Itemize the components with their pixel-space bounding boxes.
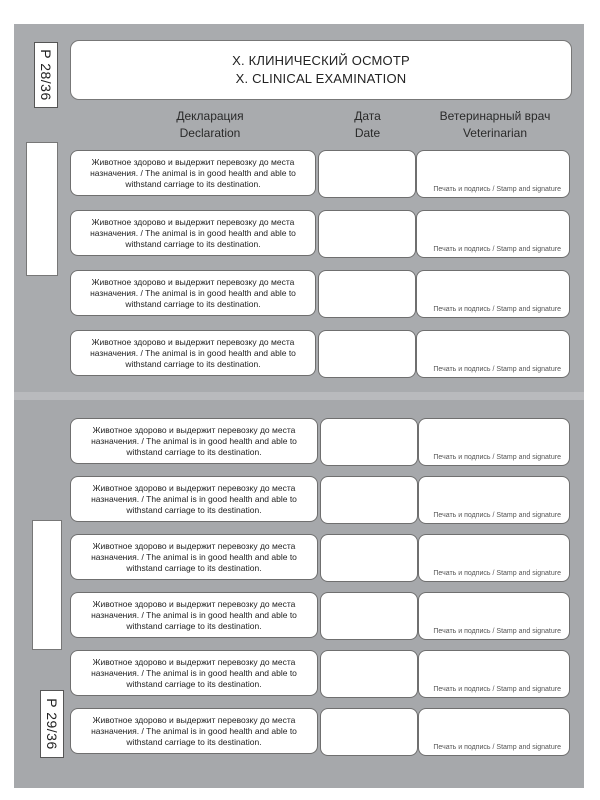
declaration-cell: Животное здорово и выдержит перевозку до места назначения. / The animal is in good health and able to withstand carriage to its destination. — [70, 708, 318, 754]
stamp-signature-label: Печать и подпись / Stamp and signature — [433, 454, 561, 461]
page-number-top: P 28/36 — [34, 42, 58, 108]
column-header-declaration: Декларация Declaration — [176, 109, 244, 140]
stamp-signature-field[interactable] — [416, 210, 570, 258]
declaration-cell: Животное здорово и выдержит перевозку до места назначения. / The animal is in good health and able to withstand carriage to its destination. — [70, 330, 316, 376]
column-header-date: Дата Date — [354, 109, 381, 140]
date-field[interactable] — [318, 330, 416, 378]
page-fold — [14, 392, 584, 400]
declaration-cell: Животное здорово и выдержит перевозку до места назначения. / The animal is in good health and able to withstand carriage to its destination. — [70, 650, 318, 696]
stamp-signature-label: Печать и подпись / Stamp and signature — [433, 570, 561, 577]
declaration-cell: Животное здорово и выдержит перевозку до места назначения. / The animal is in good health and able to withstand carriage to its destination. — [70, 150, 316, 196]
stamp-signature-label: Печать и подпись / Stamp and signature — [433, 512, 561, 519]
declaration-cell: Животное здорово и выдержит перевозку до места назначения. / The animal is in good health and able to withstand carriage to its destination. — [70, 476, 318, 522]
stamp-signature-field[interactable] — [418, 650, 570, 698]
stamp-signature-field[interactable] — [416, 330, 570, 378]
page-number-bottom: P 29/36 — [40, 690, 64, 758]
declaration-cell: Животное здорово и выдержит перевозку до места назначения. / The animal is in good health and able to withstand carriage to its destination. — [70, 210, 316, 256]
stamp-signature-label: Печать и подпись / Stamp and signature — [433, 186, 561, 193]
declaration-cell: Животное здорово и выдержит перевозку до места назначения. / The animal is in good health and able to withstand carriage to its destination. — [70, 270, 316, 316]
date-field[interactable] — [320, 418, 418, 466]
date-field[interactable] — [318, 210, 416, 258]
date-field[interactable] — [318, 150, 416, 198]
stamp-signature-field[interactable] — [416, 150, 570, 198]
stamp-signature-label: Печать и подпись / Stamp and signature — [433, 366, 561, 373]
date-field[interactable] — [318, 270, 416, 318]
column-header-veterinarian: Ветеринарный врач Veterinarian — [439, 109, 551, 140]
date-field[interactable] — [320, 708, 418, 756]
date-field[interactable] — [320, 650, 418, 698]
date-field[interactable] — [320, 476, 418, 524]
section-title-ru: X. КЛИНИЧЕСКИЙ ОСМОТР — [232, 53, 410, 68]
stamp-signature-field[interactable] — [418, 708, 570, 756]
stamp-signature-label: Печать и подпись / Stamp and signature — [433, 306, 561, 313]
stamp-signature-label: Печать и подпись / Stamp and signature — [433, 246, 561, 253]
declaration-cell: Животное здорово и выдержит перевозку до места назначения. / The animal is in good health and able to withstand carriage to its destination. — [70, 418, 318, 464]
stamp-signature-field[interactable] — [416, 270, 570, 318]
declaration-cell: Животное здорово и выдержит перевозку до места назначения. / The animal is in good health and able to withstand carriage to its destination. — [70, 592, 318, 638]
stamp-signature-label: Печать и подпись / Stamp and signature — [433, 744, 561, 751]
section-title-en: X. CLINICAL EXAMINATION — [235, 71, 407, 86]
stamp-signature-field[interactable] — [418, 418, 570, 466]
declaration-cell: Животное здорово и выдержит перевозку до места назначения. / The animal is in good health and able to withstand carriage to its destination. — [70, 534, 318, 580]
date-field[interactable] — [320, 592, 418, 640]
stamp-signature-field[interactable] — [418, 534, 570, 582]
side-blank-box-top — [26, 142, 58, 276]
stamp-signature-field[interactable] — [418, 476, 570, 524]
side-blank-box-bottom — [32, 520, 62, 650]
stamp-signature-label: Печать и подпись / Stamp and signature — [433, 628, 561, 635]
section-title — [70, 40, 572, 100]
stamp-signature-field[interactable] — [418, 592, 570, 640]
date-field[interactable] — [320, 534, 418, 582]
stamp-signature-label: Печать и подпись / Stamp and signature — [433, 686, 561, 693]
